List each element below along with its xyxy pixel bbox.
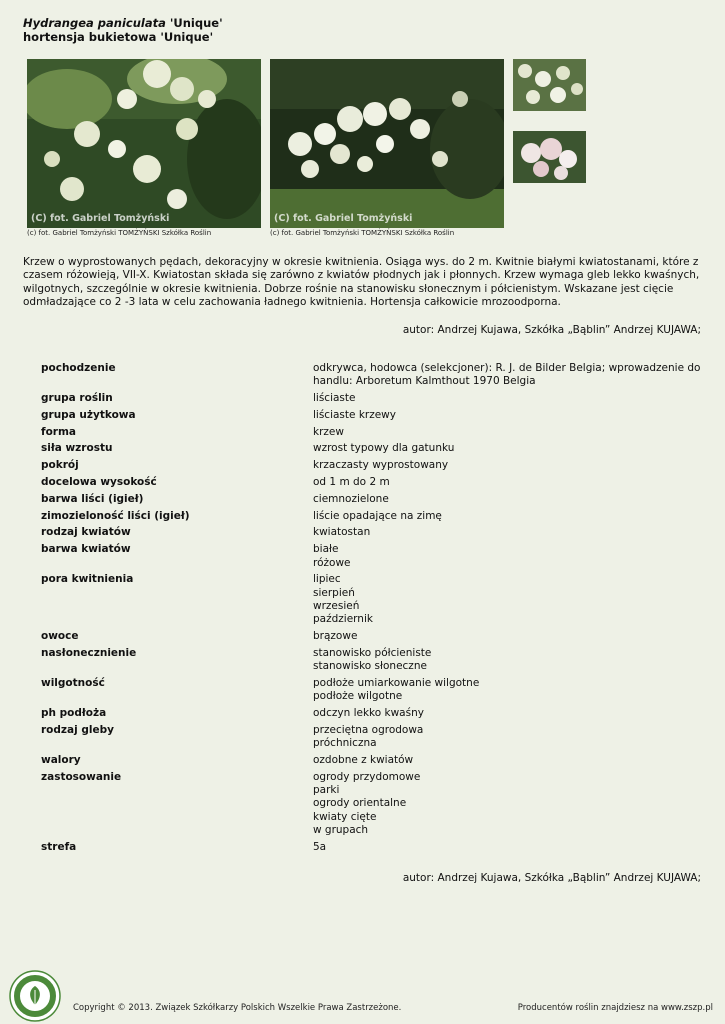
property-value: próchniczna [313, 737, 377, 750]
watermark-1: (C) fot. Gabriel Tomżyński [31, 213, 170, 224]
property-row [41, 677, 701, 704]
property-key: barwa liści (igieł) [41, 492, 144, 505]
property-row [41, 543, 701, 570]
property-value: liściaste krzewy [313, 408, 396, 421]
property-key: pora kwitnienia [41, 573, 134, 586]
property-value: przeciętna ogrodowa [313, 723, 424, 736]
property-values [313, 493, 701, 506]
property-row [41, 647, 701, 674]
property-row [41, 707, 701, 720]
property-key: wilgotność [41, 676, 105, 689]
property-value: stanowisko półcieniste [313, 646, 432, 659]
property-values [313, 771, 701, 837]
watermark-2: (C) fot. Gabriel Tomżyński [274, 213, 413, 224]
property-value: podłoże umiarkowanie wilgotne [313, 676, 480, 689]
property-value: białe [313, 543, 339, 556]
property-value: krzaczasty wyprostowany [313, 459, 449, 472]
property-key: grupa roślin [41, 392, 113, 405]
author-top: autor: Andrzej Kujawa, Szkółka „Bąblin” Andrzej KUJAWA; [402, 324, 701, 336]
thumbnail-1[interactable] [513, 59, 586, 111]
property-key: pokrój [41, 459, 79, 472]
property-key: barwa kwiatów [41, 543, 131, 556]
property-values [313, 841, 701, 854]
property-key: zimozieloność liści (igieł) [41, 509, 190, 522]
photo-2-image [270, 59, 504, 228]
property-values [313, 459, 701, 472]
property-values [313, 426, 701, 439]
property-row [41, 573, 701, 626]
property-key: rodzaj gleby [41, 723, 114, 736]
property-value: w grupach [313, 823, 369, 836]
property-values [313, 362, 701, 389]
property-key: forma [41, 425, 76, 438]
property-value: ciemnozielone [313, 492, 389, 505]
property-values [313, 476, 701, 489]
property-value: październik [313, 613, 373, 626]
property-value: ozdobne z kwiatów [313, 753, 414, 766]
thumbnail-2[interactable] [513, 131, 586, 183]
property-key: rodzaj kwiatów [41, 526, 131, 539]
property-value: parki [313, 784, 340, 797]
property-value: wzrost typowy dla gatunku [313, 442, 455, 455]
property-value: liście opadające na zimę [313, 509, 442, 522]
property-row [41, 493, 701, 506]
photo-caption-1: (c) fot. Gabriel Tomżyński TOMŻYŃSKI Szkółka Roślin [27, 229, 212, 237]
property-values [313, 409, 701, 422]
property-value: kwiaty cięte [313, 810, 377, 823]
property-key: grupa użytkowa [41, 408, 136, 421]
property-values [313, 573, 701, 626]
polish-name: hortensja bukietowa 'Unique' [23, 30, 214, 44]
property-value: odkrywca, hodowca (selekcjoner): R. J. de Bilder Belgia; wprowadzenie do handlu: Arboretum Kalmthout 1970 Belgia [313, 362, 701, 388]
property-key: siła wzrostu [41, 442, 113, 455]
producers-link[interactable]: Producentów roślin znajdziesz na www.zszp.pl [517, 1003, 713, 1013]
thumbnail-1-image [513, 59, 586, 111]
description: Krzew o wyprostowanych pędach, dekoracyjny w okresie kwitnienia. Osiąga wys. do 2 m. Kwitnie białymi kwiatostanami, które z czasem różowieją, VII-X. Kwiatostan składa się zarówno z kwiatów płodnych jak i płonnych. Krzew wymaga gleb lekko kwaśnych, wilgotnych, szczególnie w okresie kwitnienia. Dobrze rośnie na stanowisku słonecznym i półcienistym. Wskazane jest cięcie odmładzające co 2 -3 lata w celu zachowania ładnego kwitnienia. Hortensja całkowicie mrozoodporna. [23, 256, 700, 309]
property-row [41, 771, 701, 837]
property-row [41, 459, 701, 472]
thumbnail-2-image [513, 131, 586, 183]
footer [0, 996, 725, 1024]
property-row [41, 510, 701, 523]
property-key: docelowa wysokość [41, 476, 157, 489]
property-key: zastosowanie [41, 770, 122, 783]
property-row [41, 426, 701, 439]
property-value: podłoże wilgotne [313, 690, 403, 703]
property-value: ogrody przydomowe [313, 770, 421, 783]
property-value: różowe [313, 556, 351, 569]
photo-main-2[interactable] [270, 59, 504, 228]
property-key: nasłonecznienie [41, 646, 137, 659]
property-values [313, 677, 701, 704]
property-value: 5a [313, 840, 327, 853]
property-value: liściaste [313, 392, 356, 405]
property-values [313, 647, 701, 674]
property-values [313, 630, 701, 643]
property-value: stanowisko słoneczne [313, 660, 427, 673]
property-key: pochodzenie [41, 362, 116, 374]
property-values [313, 754, 701, 767]
property-values [313, 392, 701, 405]
property-key: owoce [41, 630, 79, 643]
property-row [41, 724, 701, 751]
property-value: ogrody orientalne [313, 797, 407, 810]
property-row [41, 442, 701, 455]
property-value: od 1 m do 2 m [313, 476, 390, 489]
property-value: krzew [313, 425, 344, 438]
property-row [41, 630, 701, 643]
photo-main-1[interactable] [27, 59, 261, 228]
property-row [41, 754, 701, 767]
property-key: ph podłoża [41, 707, 107, 720]
property-values [313, 707, 701, 720]
property-key: walory [41, 753, 81, 766]
property-row [41, 392, 701, 405]
photo-caption-2: (c) fot. Gabriel Tomżyński TOMŻYŃSKI Szkółka Roślin [270, 229, 455, 237]
property-values [313, 543, 701, 570]
property-value: kwiatostan [313, 526, 371, 539]
property-key: strefa [41, 840, 77, 853]
cultivar-name: 'Unique' [165, 16, 223, 30]
property-value: brązowe [313, 630, 358, 643]
property-values [313, 526, 701, 539]
property-values [313, 510, 701, 523]
property-value: lipiec [313, 573, 341, 586]
property-value: odczyn lekko kwaśny [313, 707, 424, 720]
property-row [41, 409, 701, 422]
property-row [41, 526, 701, 539]
property-row [41, 476, 701, 489]
properties-table [41, 362, 701, 858]
property-row [41, 841, 701, 854]
property-values [313, 442, 701, 455]
page-title [23, 16, 223, 44]
property-value: wrzesień [313, 599, 360, 612]
property-row [41, 362, 701, 389]
copyright-text: Copyright © 2013. Związek Szkółkarzy Polskich Wszelkie Prawa Zastrzeżone. [73, 1003, 402, 1013]
author-bottom: autor: Andrzej Kujawa, Szkółka „Bąblin” Andrzej KUJAWA; [402, 872, 701, 884]
latin-name: Hydrangea paniculata [23, 16, 166, 30]
property-values [313, 724, 701, 751]
property-value: sierpień [313, 586, 355, 599]
photo-1-image [27, 59, 261, 228]
